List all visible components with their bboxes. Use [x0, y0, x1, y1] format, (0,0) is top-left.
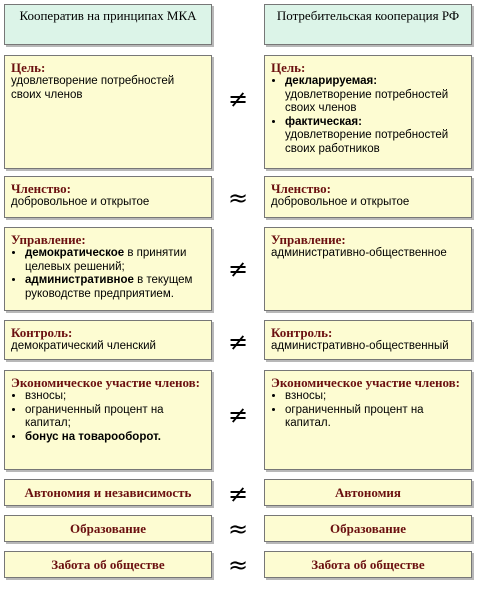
- left-management-title: Управление:: [11, 232, 86, 247]
- list-item: • взносы;: [25, 390, 205, 404]
- left-economic-box: [4, 370, 212, 470]
- list-item: • демократическое в принятии целевых решений;: [25, 247, 205, 274]
- right-management-text: административно-общественное: [271, 247, 447, 259]
- right-goal-box: [264, 55, 472, 169]
- left-education-box: [4, 515, 212, 542]
- right-control-box: [264, 320, 472, 360]
- right-control-title: Контроль:: [271, 325, 333, 340]
- left-education-title: Образование: [70, 521, 146, 536]
- left-membership-box: [4, 176, 212, 218]
- right-membership-box: [264, 176, 472, 218]
- right-economic-list: [271, 390, 465, 431]
- approx-equal-symbol: ≈: [227, 551, 249, 579]
- list-item: • бонус на товарооборот.: [25, 431, 205, 445]
- list-item: • декларируемая: удовлетворение потребностей своих членов: [285, 75, 465, 116]
- right-autonomy-title: Автономия: [335, 485, 401, 500]
- right-education-title: Образование: [330, 521, 406, 536]
- right-membership-title: Членство:: [271, 181, 332, 196]
- right-education-box: [264, 515, 472, 542]
- left-goal-title: Цель:: [11, 60, 46, 75]
- right-economic-box: [264, 370, 472, 470]
- list-item: • административное в текущем руководстве предприятием.: [25, 274, 205, 301]
- header-right-text: Потребительская кооперация РФ: [276, 8, 460, 23]
- header-left-text: Кооператив на принципах МКА: [19, 8, 197, 23]
- header-left: [4, 4, 212, 45]
- not-equal-symbol: ≠: [227, 401, 249, 429]
- right-community-title: Забота об обществе: [311, 557, 425, 572]
- left-management-box: [4, 227, 212, 311]
- left-community-box: [4, 551, 212, 578]
- not-equal-symbol: ≠: [227, 255, 249, 283]
- approx-equal-symbol: ≈: [227, 184, 249, 212]
- list-item: • ограниченный процент на капитал.: [285, 404, 465, 431]
- right-membership-text: добровольное и открытое: [271, 196, 410, 208]
- right-goal-title: Цель:: [271, 60, 306, 75]
- list-item: • ограниченный процент на капитал;: [25, 404, 205, 431]
- list-item: • взносы;: [285, 390, 465, 404]
- header-right: [264, 4, 472, 45]
- right-autonomy-box: [264, 479, 472, 506]
- not-equal-symbol: ≠: [227, 480, 249, 508]
- left-control-text: демократический членский: [11, 340, 156, 352]
- left-community-title: Забота об обществе: [51, 557, 165, 572]
- left-membership-title: Членство:: [11, 181, 72, 196]
- left-economic-title: Экономическое участие членов:: [11, 375, 201, 390]
- not-equal-symbol: ≠: [227, 85, 249, 113]
- right-control-text: административно-общественный: [271, 340, 449, 352]
- left-autonomy-box: [4, 479, 212, 506]
- left-membership-text: добровольное и открытое: [11, 196, 150, 208]
- right-community-box: [264, 551, 472, 578]
- left-autonomy-title: Автономия и независимость: [24, 485, 192, 500]
- right-management-title: Управление:: [271, 232, 346, 247]
- right-goal-list: [271, 75, 465, 156]
- right-management-box: [264, 227, 472, 311]
- list-item: • фактическая: удовлетворение потребностей своих работников: [285, 116, 465, 157]
- left-goal-box: [4, 55, 212, 169]
- left-goal-text: удовлетворение потребностей своих членов: [11, 75, 175, 101]
- left-economic-list: [11, 390, 205, 444]
- right-economic-title: Экономическое участие членов:: [271, 375, 461, 390]
- left-control-title: Контроль:: [11, 325, 73, 340]
- left-control-box: [4, 320, 212, 360]
- left-management-list: [11, 247, 205, 301]
- approx-equal-symbol: ≈: [227, 515, 249, 543]
- not-equal-symbol: ≠: [227, 328, 249, 356]
